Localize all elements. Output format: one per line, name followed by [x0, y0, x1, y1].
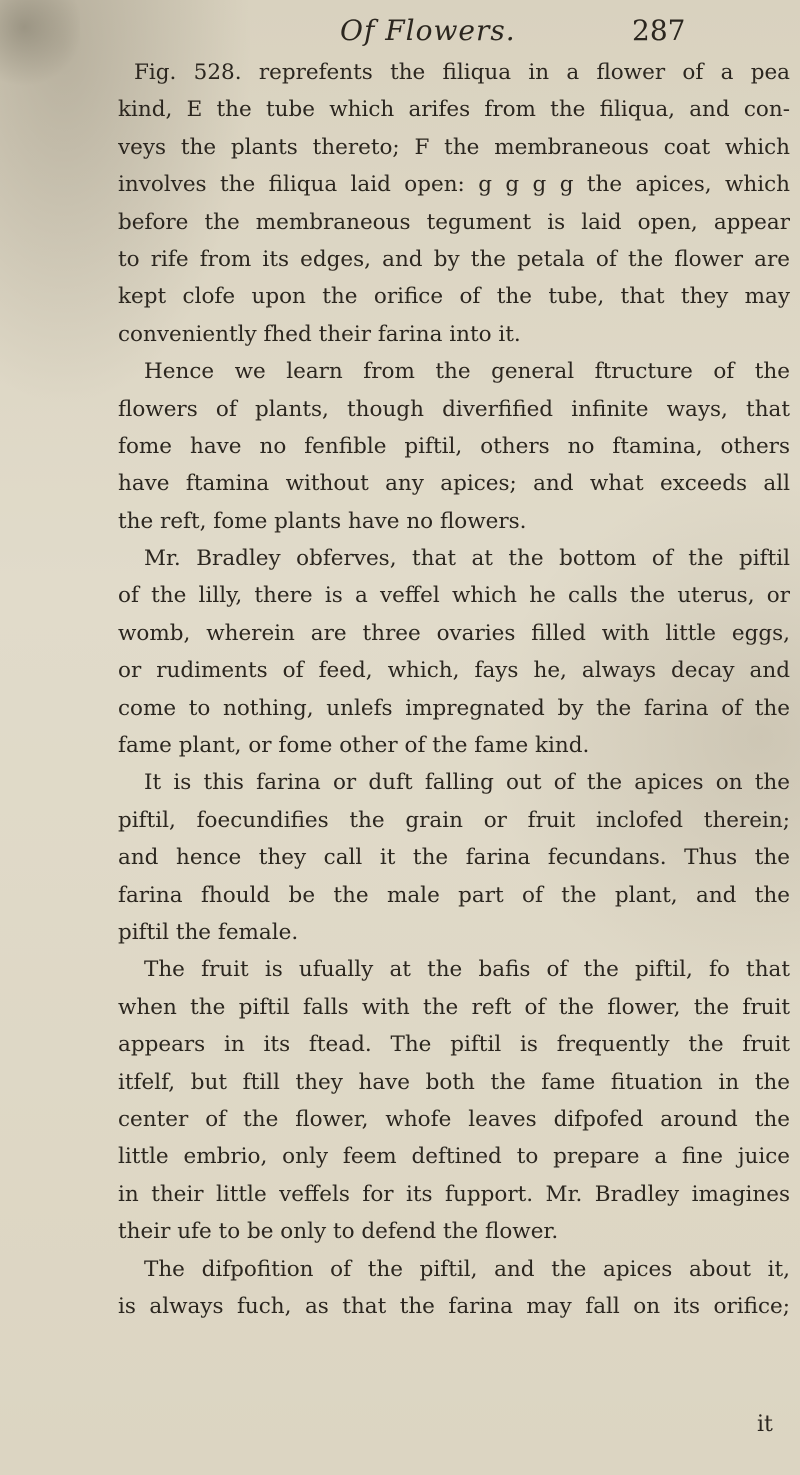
text-line: involves the filiqua laid open: g g g g the apices, which	[118, 172, 790, 198]
text-line: come to nothing, unlefs impregnated by the farina of the	[118, 695, 790, 721]
text-line: Mr. Bradley obferves, that at the bottom of the piftil	[144, 546, 790, 572]
text-line: flowers of plants, though diverfified infinite ways, that	[118, 396, 790, 422]
text-line: kept clofe upon the orifice of the tube, that they may	[118, 284, 790, 310]
text-line: It is this farina or duft falling out of the apices on the	[144, 770, 790, 796]
text-line: The fruit is ufually at the bafis of the piftil, fo that	[144, 957, 790, 983]
text-line: The difpofition of the piftil, and the apices about it,	[144, 1256, 790, 1282]
text-line: farina fhould be the male part of the plant, and the	[118, 882, 790, 908]
text-line: center of the flower, whofe leaves difpofed around the	[118, 1106, 790, 1132]
text-line: appears in its ftead. The piftil is frequently the fruit	[118, 1032, 790, 1058]
text-line: conveniently fhed their farina into it.	[118, 321, 521, 347]
text-line: piftil, foecundifies the grain or fruit inclofed therein;	[118, 807, 790, 833]
page-header	[0, 14, 800, 54]
text-line: to rife from its edges, and by the petala of the flower are	[118, 246, 790, 272]
text-line: when the piftil falls with the reft of the flower, the fruit	[118, 994, 790, 1020]
text-line: of the lilly, there is a veffel which he calls the uterus, or	[118, 583, 790, 609]
text-line: and hence they call it the farina fecundans. Thus the	[118, 845, 790, 871]
text-line: or rudiments of feed, which, fays he, always decay and	[118, 658, 790, 684]
catchword: it	[757, 1412, 773, 1437]
text-line: veys the plants thereto; F the membraneous coat which	[118, 134, 790, 160]
running-head: Of Flowers.	[340, 14, 516, 47]
text-line: little embrio, only feem deftined to prepare a fine juice	[118, 1144, 790, 1170]
text-line: Hence we learn from the general ftructure of the	[144, 359, 790, 385]
text-line: Fig. 528. reprefents the filiqua in a flower of a pea	[134, 60, 790, 85]
text-line: fome have no fenfible piftil, others no ftamina, others	[118, 433, 790, 459]
text-line: piftil the female.	[118, 919, 299, 945]
text-line: before the membraneous tegument is laid open, appear	[118, 209, 790, 235]
text-line: womb, wherein are three ovaries filled with little eggs,	[118, 620, 790, 646]
body-text	[118, 54, 790, 1325]
text-line: their ufe to be only to defend the flower.	[118, 1219, 559, 1245]
text-line: have ftamina without any apices; and what exceeds all	[118, 471, 790, 497]
text-line: itfelf, but ftill they have both the fame fituation in the	[118, 1069, 790, 1095]
text-line: the reft, fome plants have no flowers.	[118, 508, 527, 534]
text-line: in their little veffels for its fupport. Mr. Bradley imagines	[118, 1181, 790, 1207]
text-line: kind, E the tube which arifes from the filiqua, and con-	[118, 97, 790, 123]
text-line: fame plant, or fome other of the fame kind.	[118, 733, 590, 759]
page-number: 287	[632, 14, 686, 47]
text-line: is always fuch, as that the farina may fall on its orifice;	[118, 1293, 790, 1319]
